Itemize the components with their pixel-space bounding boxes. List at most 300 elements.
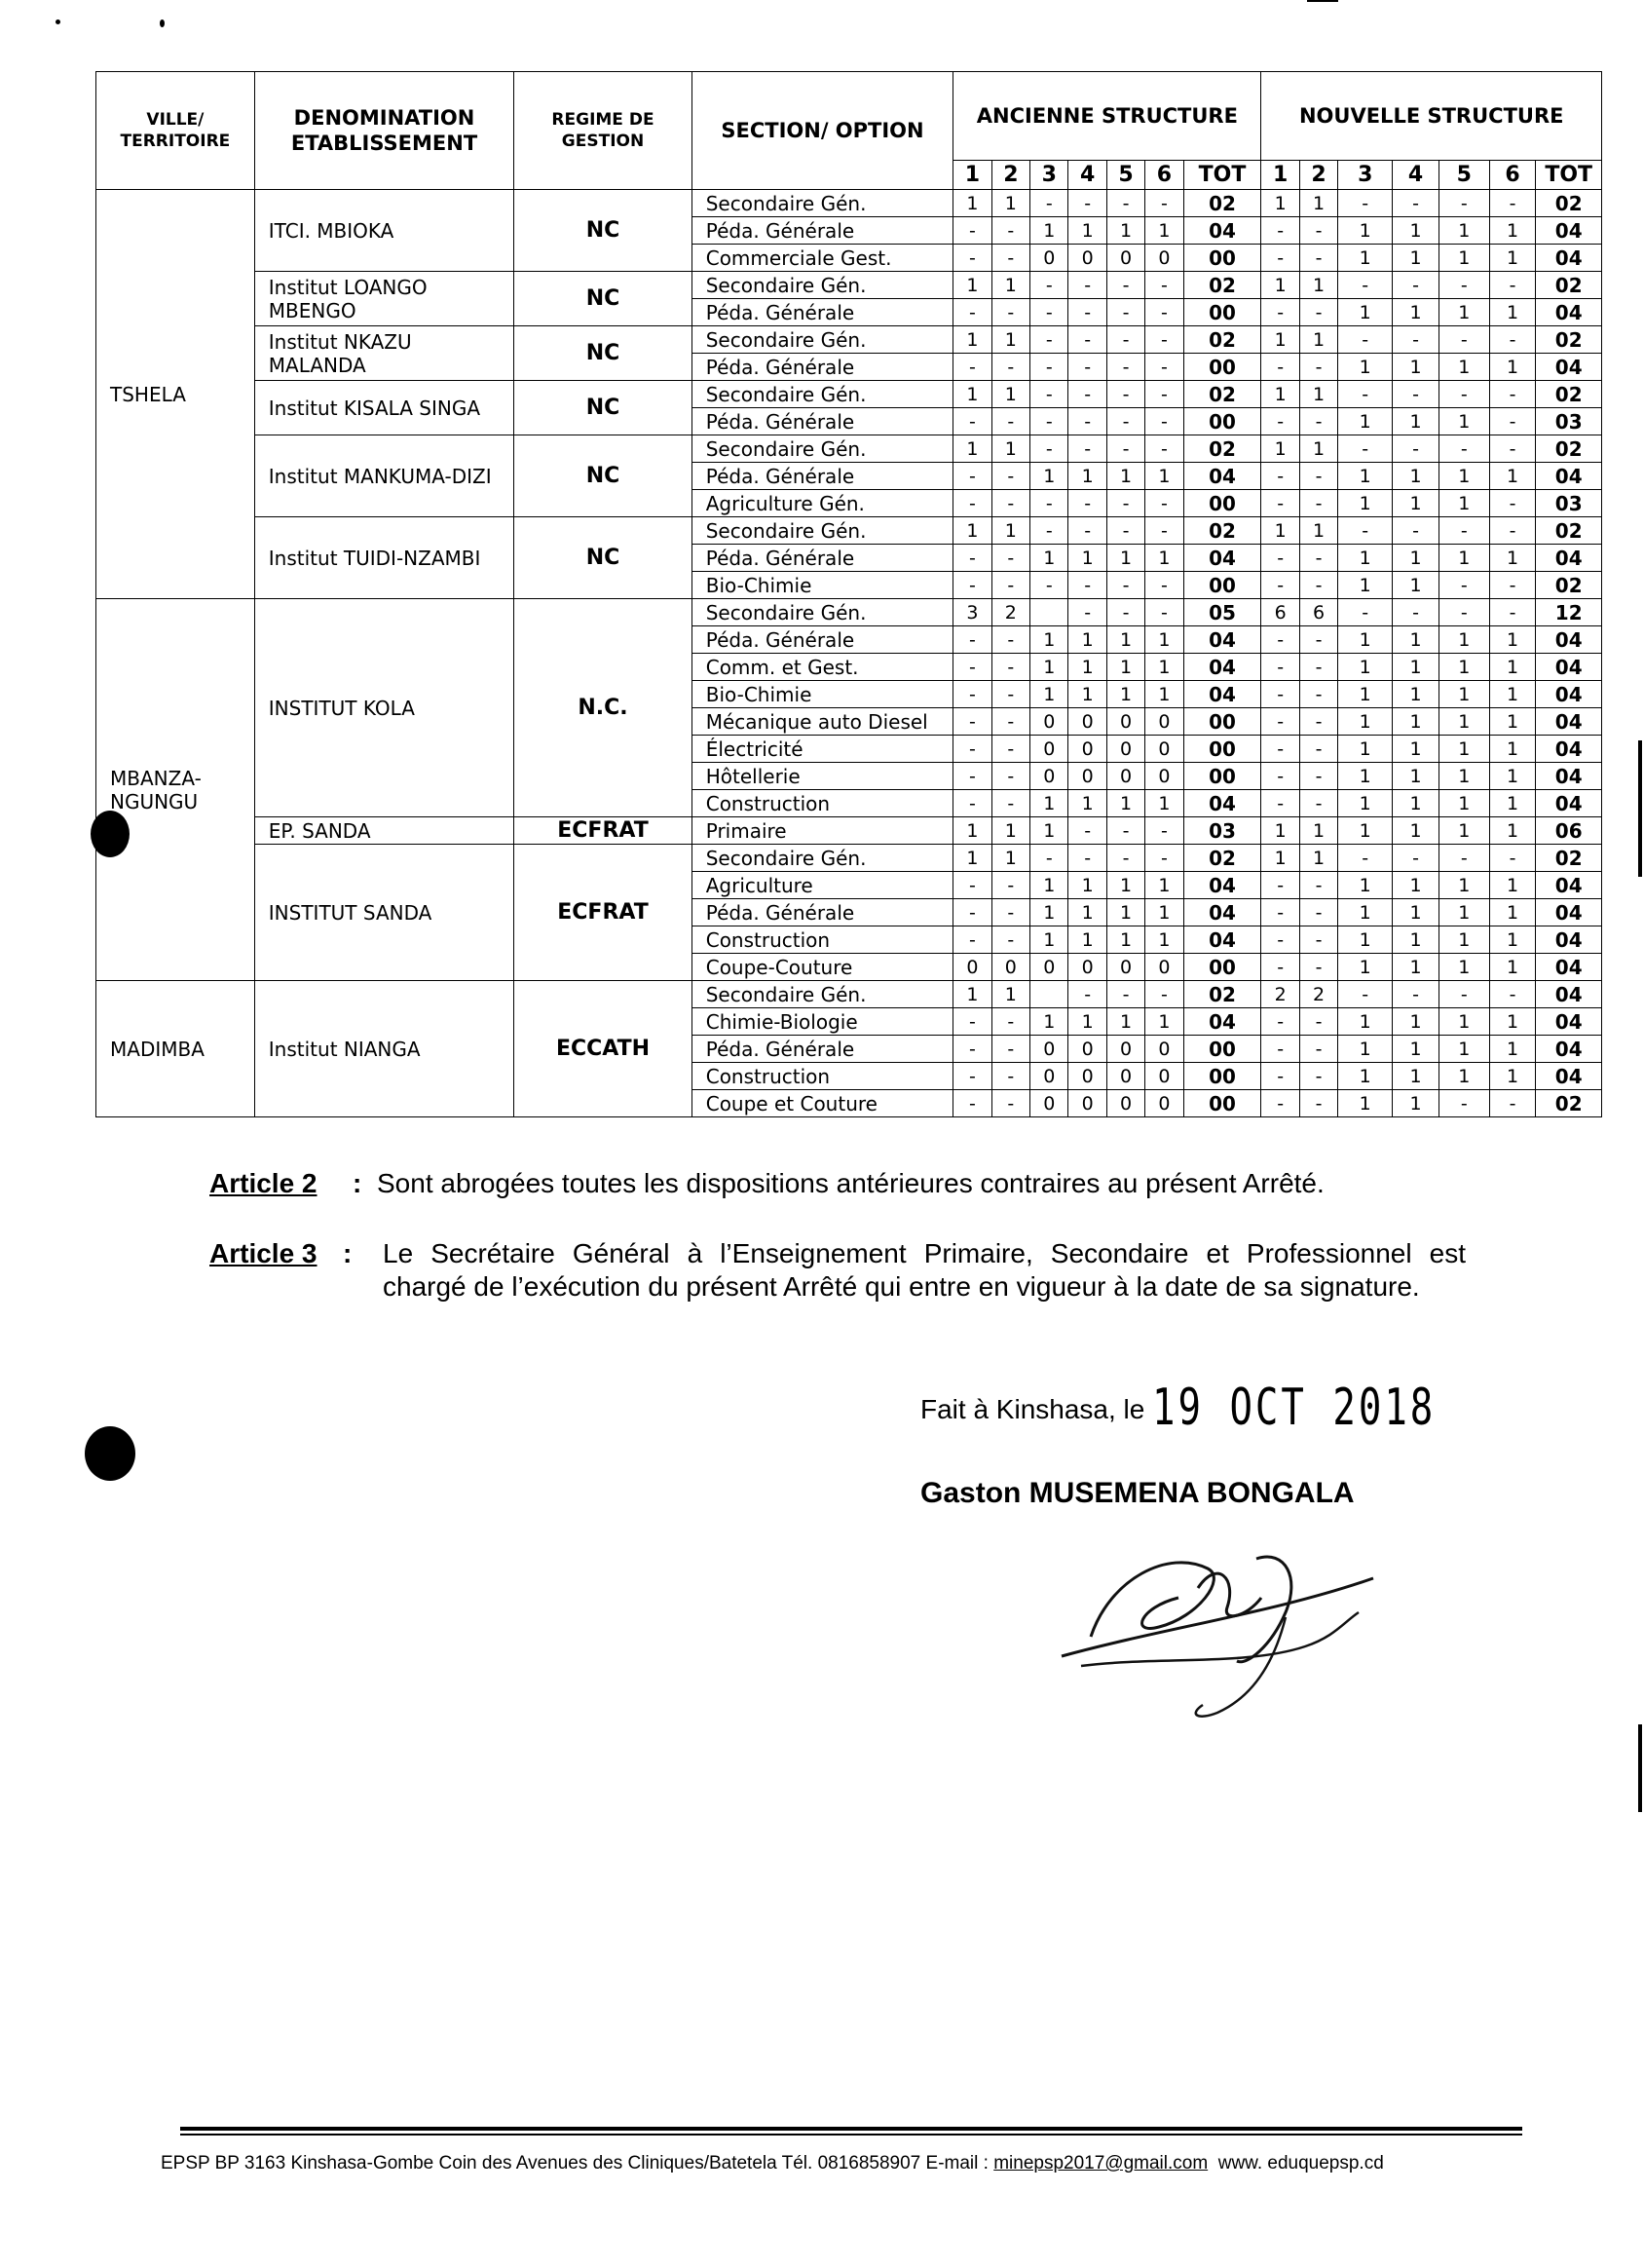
ancienne-year-cell: 1 [991, 381, 1029, 408]
section-cell: Coupe-Couture [691, 954, 953, 981]
ancienne-year-cell: - [953, 654, 991, 681]
nouvelle-year-cell: 6 [1299, 599, 1337, 626]
header-year: 5 [1106, 161, 1144, 190]
ancienne-year-cell: 1 [1030, 654, 1068, 681]
ancienne-year-cell: 1 [1030, 217, 1068, 245]
section-cell: Construction [691, 1063, 953, 1090]
nouvelle-year-cell: 1 [1338, 899, 1393, 926]
nouvelle-year-cell: - [1261, 408, 1299, 435]
nouvelle-year-cell: 1 [1438, 626, 1489, 654]
nouvelle-year-cell: 1 [1261, 326, 1299, 354]
nouvelle-year-cell: - [1299, 736, 1337, 763]
table-row [96, 272, 1602, 299]
ancienne-year-cell: 0 [1068, 1090, 1106, 1117]
nouvelle-total-cell: 04 [1536, 1036, 1602, 1063]
ancienne-year-cell: - [1106, 354, 1144, 381]
nouvelle-year-cell: 1 [1393, 926, 1439, 954]
section-cell: Péda. Générale [691, 1036, 953, 1063]
ancienne-year-cell: 1 [991, 326, 1029, 354]
ancienne-year-cell: - [953, 354, 991, 381]
nouvelle-year-cell: 1 [1393, 354, 1439, 381]
footer-website: www. eduquepsp.cd [1217, 2153, 1384, 2174]
nouvelle-year-cell: 1 [1489, 354, 1536, 381]
handwritten-signature [1052, 1520, 1402, 1734]
ancienne-year-cell: - [1145, 599, 1183, 626]
section-cell: Agriculture [691, 872, 953, 899]
nouvelle-year-cell: - [1489, 490, 1536, 517]
ancienne-year-cell: 1 [1068, 545, 1106, 572]
nouvelle-total-cell: 04 [1536, 926, 1602, 954]
ancienne-year-cell: - [953, 217, 991, 245]
nouvelle-year-cell: 1 [1338, 763, 1393, 790]
ancienne-year-cell: - [1030, 572, 1068, 599]
nouvelle-year-cell: - [1299, 572, 1337, 599]
ancienne-year-cell: 1 [1068, 654, 1106, 681]
ancienne-year-cell: 1 [991, 981, 1029, 1008]
etablissement-cell: Institut NIANGA [254, 981, 513, 1117]
ancienne-year-cell: 1 [1145, 654, 1183, 681]
nouvelle-year-cell: - [1299, 217, 1337, 245]
ancienne-year-cell: 0 [1106, 1090, 1144, 1117]
ancienne-total-cell: 02 [1183, 435, 1261, 463]
nouvelle-year-cell: - [1489, 435, 1536, 463]
section-cell: Secondaire Gén. [691, 326, 953, 354]
nouvelle-total-cell: 04 [1536, 981, 1602, 1008]
nouvelle-total-cell: 04 [1536, 763, 1602, 790]
ancienne-year-cell: 1 [991, 435, 1029, 463]
nouvelle-year-cell: - [1299, 490, 1337, 517]
section-cell: Agriculture Gén. [691, 490, 953, 517]
nouvelle-total-cell: 04 [1536, 790, 1602, 817]
nouvelle-year-cell: - [1338, 981, 1393, 1008]
nouvelle-year-cell: - [1299, 681, 1337, 708]
section-cell: Hôtellerie [691, 763, 953, 790]
nouvelle-year-cell: 1 [1338, 954, 1393, 981]
ancienne-year-cell: - [991, 1008, 1029, 1036]
nouvelle-year-cell: - [1299, 872, 1337, 899]
ancienne-year-cell: 0 [1068, 763, 1106, 790]
section-cell: Secondaire Gén. [691, 272, 953, 299]
ancienne-total-cell: 04 [1183, 654, 1261, 681]
ancienne-year-cell: - [1106, 572, 1144, 599]
regime-cell: NC [514, 517, 691, 599]
nouvelle-year-cell: 1 [1338, 790, 1393, 817]
nouvelle-year-cell: - [1338, 381, 1393, 408]
nouvelle-year-cell: 1 [1393, 545, 1439, 572]
nouvelle-year-cell: 1 [1438, 926, 1489, 954]
header-year: 6 [1489, 161, 1536, 190]
ancienne-total-cell: 04 [1183, 926, 1261, 954]
nouvelle-year-cell: 1 [1393, 1036, 1439, 1063]
nouvelle-year-cell: - [1438, 517, 1489, 545]
ancienne-year-cell: 0 [1106, 736, 1144, 763]
nouvelle-total-cell: 04 [1536, 654, 1602, 681]
ancienne-year-cell: 1 [991, 517, 1029, 545]
header-year: 5 [1438, 161, 1489, 190]
ancienne-year-cell: 0 [1030, 954, 1068, 981]
ancienne-year-cell: - [1145, 517, 1183, 545]
section-cell: Bio-Chimie [691, 572, 953, 599]
nouvelle-total-cell: 04 [1536, 463, 1602, 490]
nouvelle-year-cell: 1 [1338, 926, 1393, 954]
ancienne-year-cell: 1 [1145, 681, 1183, 708]
nouvelle-year-cell: - [1299, 899, 1337, 926]
nouvelle-year-cell: - [1299, 926, 1337, 954]
signature-place-date [920, 1379, 1531, 1437]
ancienne-year-cell: 1 [1145, 1008, 1183, 1036]
nouvelle-total-cell: 03 [1536, 490, 1602, 517]
ancienne-total-cell: 00 [1183, 736, 1261, 763]
nouvelle-year-cell: 1 [1393, 681, 1439, 708]
ancienne-year-cell: 1 [1106, 463, 1144, 490]
nouvelle-year-cell: 1 [1299, 845, 1337, 872]
nouvelle-year-cell: 1 [1299, 190, 1337, 217]
nouvelle-total-cell: 04 [1536, 217, 1602, 245]
nouvelle-year-cell: 1 [1489, 1063, 1536, 1090]
ancienne-year-cell: - [1145, 435, 1183, 463]
ancienne-year-cell: - [991, 572, 1029, 599]
ancienne-year-cell: 1 [1106, 926, 1144, 954]
nouvelle-year-cell: - [1299, 1036, 1337, 1063]
ancienne-year-cell: - [1068, 517, 1106, 545]
nouvelle-year-cell: - [1489, 326, 1536, 354]
ancienne-year-cell: - [991, 490, 1029, 517]
nouvelle-year-cell: - [1489, 272, 1536, 299]
ancienne-year-cell: - [1106, 272, 1144, 299]
nouvelle-year-cell: 1 [1393, 872, 1439, 899]
nouvelle-total-cell: 04 [1536, 872, 1602, 899]
nouvelle-year-cell: 1 [1438, 245, 1489, 272]
ancienne-year-cell: - [1145, 981, 1183, 1008]
ancienne-year-cell: - [991, 1036, 1029, 1063]
ancienne-year-cell: 0 [1106, 708, 1144, 736]
nouvelle-total-cell: 06 [1536, 817, 1602, 845]
footer-email-link[interactable]: minepsp2017@gmail.com [993, 2153, 1209, 2174]
ancienne-total-cell: 00 [1183, 1063, 1261, 1090]
nouvelle-year-cell: - [1338, 272, 1393, 299]
ancienne-year-cell: - [1106, 326, 1144, 354]
nouvelle-year-cell: 1 [1338, 299, 1393, 326]
nouvelle-year-cell: - [1299, 1090, 1337, 1117]
nouvelle-year-cell: - [1338, 845, 1393, 872]
section-cell: Péda. Générale [691, 354, 953, 381]
ancienne-total-cell: 04 [1183, 463, 1261, 490]
nouvelle-year-cell: - [1299, 1008, 1337, 1036]
nouvelle-year-cell: 1 [1338, 463, 1393, 490]
nouvelle-year-cell: 1 [1438, 790, 1489, 817]
ancienne-year-cell: 1 [1068, 626, 1106, 654]
ancienne-year-cell: - [1106, 299, 1144, 326]
ancienne-year-cell: 0 [1106, 1036, 1144, 1063]
nouvelle-total-cell: 04 [1536, 245, 1602, 272]
regime-cell: ECFRAT [514, 817, 691, 845]
nouvelle-total-cell: 02 [1536, 272, 1602, 299]
ancienne-year-cell: - [1030, 190, 1068, 217]
ancienne-total-cell: 04 [1183, 899, 1261, 926]
ancienne-year-cell: - [991, 463, 1029, 490]
nouvelle-year-cell: 1 [1489, 626, 1536, 654]
ancienne-year-cell: - [953, 1090, 991, 1117]
scan-mark [160, 19, 165, 27]
nouvelle-year-cell: 1 [1299, 272, 1337, 299]
ancienne-year-cell: 0 [1145, 763, 1183, 790]
header-total: TOT [1183, 161, 1261, 190]
ancienne-total-cell: 00 [1183, 954, 1261, 981]
ancienne-year-cell: 1 [991, 817, 1029, 845]
article-text: Le Secrétaire Général à l’Enseignement Primaire, Secondaire et Professionnel est chargé de l’exécution du présent Arrêté qui entre en vigueur à la date de sa signature. [383, 1238, 1466, 1302]
nouvelle-year-cell: 1 [1393, 490, 1439, 517]
section-cell: Primaire [691, 817, 953, 845]
nouvelle-year-cell: 1 [1393, 408, 1439, 435]
header-year: 3 [1338, 161, 1393, 190]
nouvelle-year-cell: 1 [1489, 817, 1536, 845]
ancienne-total-cell: 04 [1183, 217, 1261, 245]
ancienne-year-cell: - [1106, 408, 1144, 435]
nouvelle-year-cell: - [1393, 272, 1439, 299]
ancienne-year-cell: 0 [1068, 245, 1106, 272]
regime-cell: NC [514, 381, 691, 435]
nouvelle-year-cell: - [1261, 490, 1299, 517]
ancienne-year-cell: 0 [1030, 763, 1068, 790]
nouvelle-total-cell: 04 [1536, 354, 1602, 381]
ancienne-year-cell: - [1145, 845, 1183, 872]
nouvelle-year-cell: - [1261, 626, 1299, 654]
nouvelle-year-cell: 1 [1338, 708, 1393, 736]
regime-cell: NC [514, 190, 691, 272]
section-cell: Péda. Générale [691, 626, 953, 654]
punch-hole [85, 1426, 135, 1481]
ancienne-year-cell: - [1145, 490, 1183, 517]
ville-cell: MADIMBA [96, 981, 255, 1117]
ancienne-total-cell: 00 [1183, 572, 1261, 599]
nouvelle-year-cell: - [1489, 1090, 1536, 1117]
ancienne-year-cell: 0 [1030, 1090, 1068, 1117]
ancienne-year-cell: 0 [991, 954, 1029, 981]
nouvelle-year-cell: 1 [1393, 572, 1439, 599]
ancienne-year-cell: 1 [1068, 899, 1106, 926]
nouvelle-year-cell: - [1393, 845, 1439, 872]
nouvelle-year-cell: 1 [1438, 545, 1489, 572]
nouvelle-year-cell: - [1299, 763, 1337, 790]
ancienne-year-cell: - [953, 872, 991, 899]
nouvelle-year-cell: 1 [1438, 408, 1489, 435]
nouvelle-total-cell: 03 [1536, 408, 1602, 435]
ancienne-year-cell: 1 [1145, 790, 1183, 817]
nouvelle-year-cell: 1 [1393, 899, 1439, 926]
nouvelle-year-cell: 1 [1393, 654, 1439, 681]
ancienne-year-cell: - [991, 899, 1029, 926]
nouvelle-year-cell: - [1261, 1008, 1299, 1036]
nouvelle-year-cell: - [1489, 572, 1536, 599]
table-row [96, 845, 1602, 872]
nouvelle-year-cell: 1 [1393, 1008, 1439, 1036]
ancienne-year-cell: 0 [1145, 1063, 1183, 1090]
ancienne-year-cell: - [953, 708, 991, 736]
nouvelle-year-cell: 1 [1261, 517, 1299, 545]
nouvelle-year-cell: 1 [1393, 217, 1439, 245]
ancienne-year-cell: 1 [1106, 872, 1144, 899]
ancienne-total-cell: 02 [1183, 845, 1261, 872]
nouvelle-year-cell: - [1299, 954, 1337, 981]
ancienne-year-cell: - [953, 572, 991, 599]
nouvelle-year-cell: - [1261, 1090, 1299, 1117]
nouvelle-year-cell: 1 [1261, 435, 1299, 463]
nouvelle-total-cell: 04 [1536, 1008, 1602, 1036]
ancienne-year-cell: 1 [1068, 872, 1106, 899]
ancienne-year-cell: 0 [1068, 1036, 1106, 1063]
nouvelle-year-cell: - [1299, 654, 1337, 681]
ancienne-year-cell: 1 [1030, 790, 1068, 817]
ancienne-year-cell: - [953, 926, 991, 954]
header-total: TOT [1536, 161, 1602, 190]
nouvelle-year-cell: - [1438, 845, 1489, 872]
ancienne-total-cell: 00 [1183, 245, 1261, 272]
ancienne-year-cell: - [1106, 817, 1144, 845]
header-year: 2 [1299, 161, 1337, 190]
nouvelle-year-cell: 1 [1338, 545, 1393, 572]
ancienne-year-cell: 0 [1068, 1063, 1106, 1090]
nouvelle-year-cell: 1 [1261, 845, 1299, 872]
nouvelle-year-cell: - [1261, 899, 1299, 926]
ancienne-year-cell: 1 [1030, 899, 1068, 926]
nouvelle-year-cell: - [1299, 354, 1337, 381]
header-year: 4 [1393, 161, 1439, 190]
nouvelle-year-cell: 1 [1438, 708, 1489, 736]
ancienne-year-cell: - [991, 872, 1029, 899]
nouvelle-year-cell: - [1261, 763, 1299, 790]
ancienne-year-cell: - [991, 299, 1029, 326]
nouvelle-year-cell: 1 [1489, 736, 1536, 763]
ancienne-year-cell: - [953, 681, 991, 708]
nouvelle-year-cell: 1 [1489, 926, 1536, 954]
ancienne-year-cell: - [1068, 490, 1106, 517]
ancienne-year-cell: 1 [953, 381, 991, 408]
section-cell: Péda. Générale [691, 463, 953, 490]
ancienne-year-cell: 1 [1145, 217, 1183, 245]
ancienne-year-cell: 0 [1106, 245, 1144, 272]
ancienne-year-cell: 1 [1068, 463, 1106, 490]
nouvelle-year-cell: - [1261, 681, 1299, 708]
header-year: 1 [953, 161, 991, 190]
nouvelle-year-cell: 1 [1338, 490, 1393, 517]
ancienne-total-cell: 04 [1183, 1008, 1261, 1036]
nouvelle-year-cell: 1 [1438, 463, 1489, 490]
ancienne-year-cell: 1 [1106, 790, 1144, 817]
table-row [96, 381, 1602, 408]
section-cell: Péda. Générale [691, 545, 953, 572]
ancienne-year-cell: - [1030, 490, 1068, 517]
ancienne-year-cell: - [1068, 190, 1106, 217]
ancienne-year-cell: 0 [1106, 763, 1144, 790]
ancienne-year-cell: - [991, 926, 1029, 954]
header-denomination: DENOMINATION ETABLISSEMENT [254, 72, 513, 190]
ancienne-total-cell: 05 [1183, 599, 1261, 626]
ancienne-year-cell: - [1106, 435, 1144, 463]
nouvelle-year-cell: - [1438, 1090, 1489, 1117]
ancienne-year-cell: - [1145, 190, 1183, 217]
ancienne-year-cell: - [1106, 190, 1144, 217]
section-cell: Péda. Générale [691, 408, 953, 435]
nouvelle-year-cell: 1 [1338, 817, 1393, 845]
table-row [96, 599, 1602, 626]
nouvelle-year-cell: - [1299, 408, 1337, 435]
etablissement-cell: INSTITUT SANDA [254, 845, 513, 981]
ville-cell: MBANZA-NGUNGU [96, 599, 255, 981]
nouvelle-year-cell: - [1299, 626, 1337, 654]
header-regime: REGIME DE GESTION [514, 72, 691, 190]
nouvelle-year-cell: - [1261, 299, 1299, 326]
ancienne-year-cell: 1 [1030, 872, 1068, 899]
regime-cell: NC [514, 272, 691, 326]
nouvelle-year-cell: 1 [1261, 272, 1299, 299]
nouvelle-year-cell: - [1393, 981, 1439, 1008]
nouvelle-year-cell: - [1438, 572, 1489, 599]
nouvelle-year-cell: 1 [1393, 736, 1439, 763]
ancienne-year-cell: 1 [1068, 790, 1106, 817]
ancienne-year-cell: - [1068, 354, 1106, 381]
footer-rule [180, 2127, 1522, 2131]
nouvelle-year-cell: - [1299, 463, 1337, 490]
ancienne-year-cell: 0 [1145, 1090, 1183, 1117]
nouvelle-year-cell: 1 [1393, 708, 1439, 736]
ancienne-year-cell: 1 [1106, 899, 1144, 926]
nouvelle-year-cell: 1 [1438, 217, 1489, 245]
regime-cell: ECCATH [514, 981, 691, 1117]
nouvelle-year-cell: - [1393, 190, 1439, 217]
ancienne-year-cell: 1 [1145, 463, 1183, 490]
ancienne-year-cell: - [1145, 817, 1183, 845]
nouvelle-total-cell: 04 [1536, 299, 1602, 326]
ancienne-year-cell: 1 [1106, 681, 1144, 708]
ancienne-total-cell: 02 [1183, 381, 1261, 408]
nouvelle-year-cell: 1 [1489, 463, 1536, 490]
section-cell: Péda. Générale [691, 899, 953, 926]
ancienne-year-cell: - [1106, 981, 1144, 1008]
scan-mark [1307, 0, 1338, 2]
ancienne-total-cell: 02 [1183, 272, 1261, 299]
ancienne-total-cell: 00 [1183, 1090, 1261, 1117]
etablissement-cell: INSTITUT KOLA [254, 599, 513, 817]
regime-cell: NC [514, 326, 691, 381]
ancienne-year-cell: 1 [1030, 681, 1068, 708]
nouvelle-total-cell: 04 [1536, 1063, 1602, 1090]
nouvelle-year-cell: - [1261, 1036, 1299, 1063]
section-cell: Secondaire Gén. [691, 190, 953, 217]
nouvelle-year-cell: - [1338, 326, 1393, 354]
nouvelle-year-cell: - [1261, 463, 1299, 490]
ancienne-year-cell: 1 [1145, 872, 1183, 899]
section-cell: Comm. et Gest. [691, 654, 953, 681]
ancienne-total-cell: 04 [1183, 545, 1261, 572]
nouvelle-year-cell: - [1299, 299, 1337, 326]
ancienne-year-cell: - [991, 1090, 1029, 1117]
regime-cell: N.C. [514, 599, 691, 817]
article-colon: : [353, 1168, 362, 1198]
nouvelle-year-cell: 1 [1438, 354, 1489, 381]
nouvelle-year-cell: 1 [1299, 381, 1337, 408]
nouvelle-total-cell: 02 [1536, 381, 1602, 408]
ancienne-year-cell: - [991, 408, 1029, 435]
ancienne-year-cell: - [1068, 572, 1106, 599]
nouvelle-year-cell: - [1338, 599, 1393, 626]
header-nouvelle-structure: NOUVELLE STRUCTURE [1261, 72, 1602, 161]
nouvelle-year-cell: - [1299, 708, 1337, 736]
section-cell: Secondaire Gén. [691, 981, 953, 1008]
nouvelle-year-cell: 6 [1261, 599, 1299, 626]
ancienne-year-cell: 0 [1030, 736, 1068, 763]
ancienne-year-cell: - [1030, 299, 1068, 326]
article-text: Sont abrogées toutes les dispositions antérieures contraires au présent Arrêté. [377, 1168, 1325, 1198]
